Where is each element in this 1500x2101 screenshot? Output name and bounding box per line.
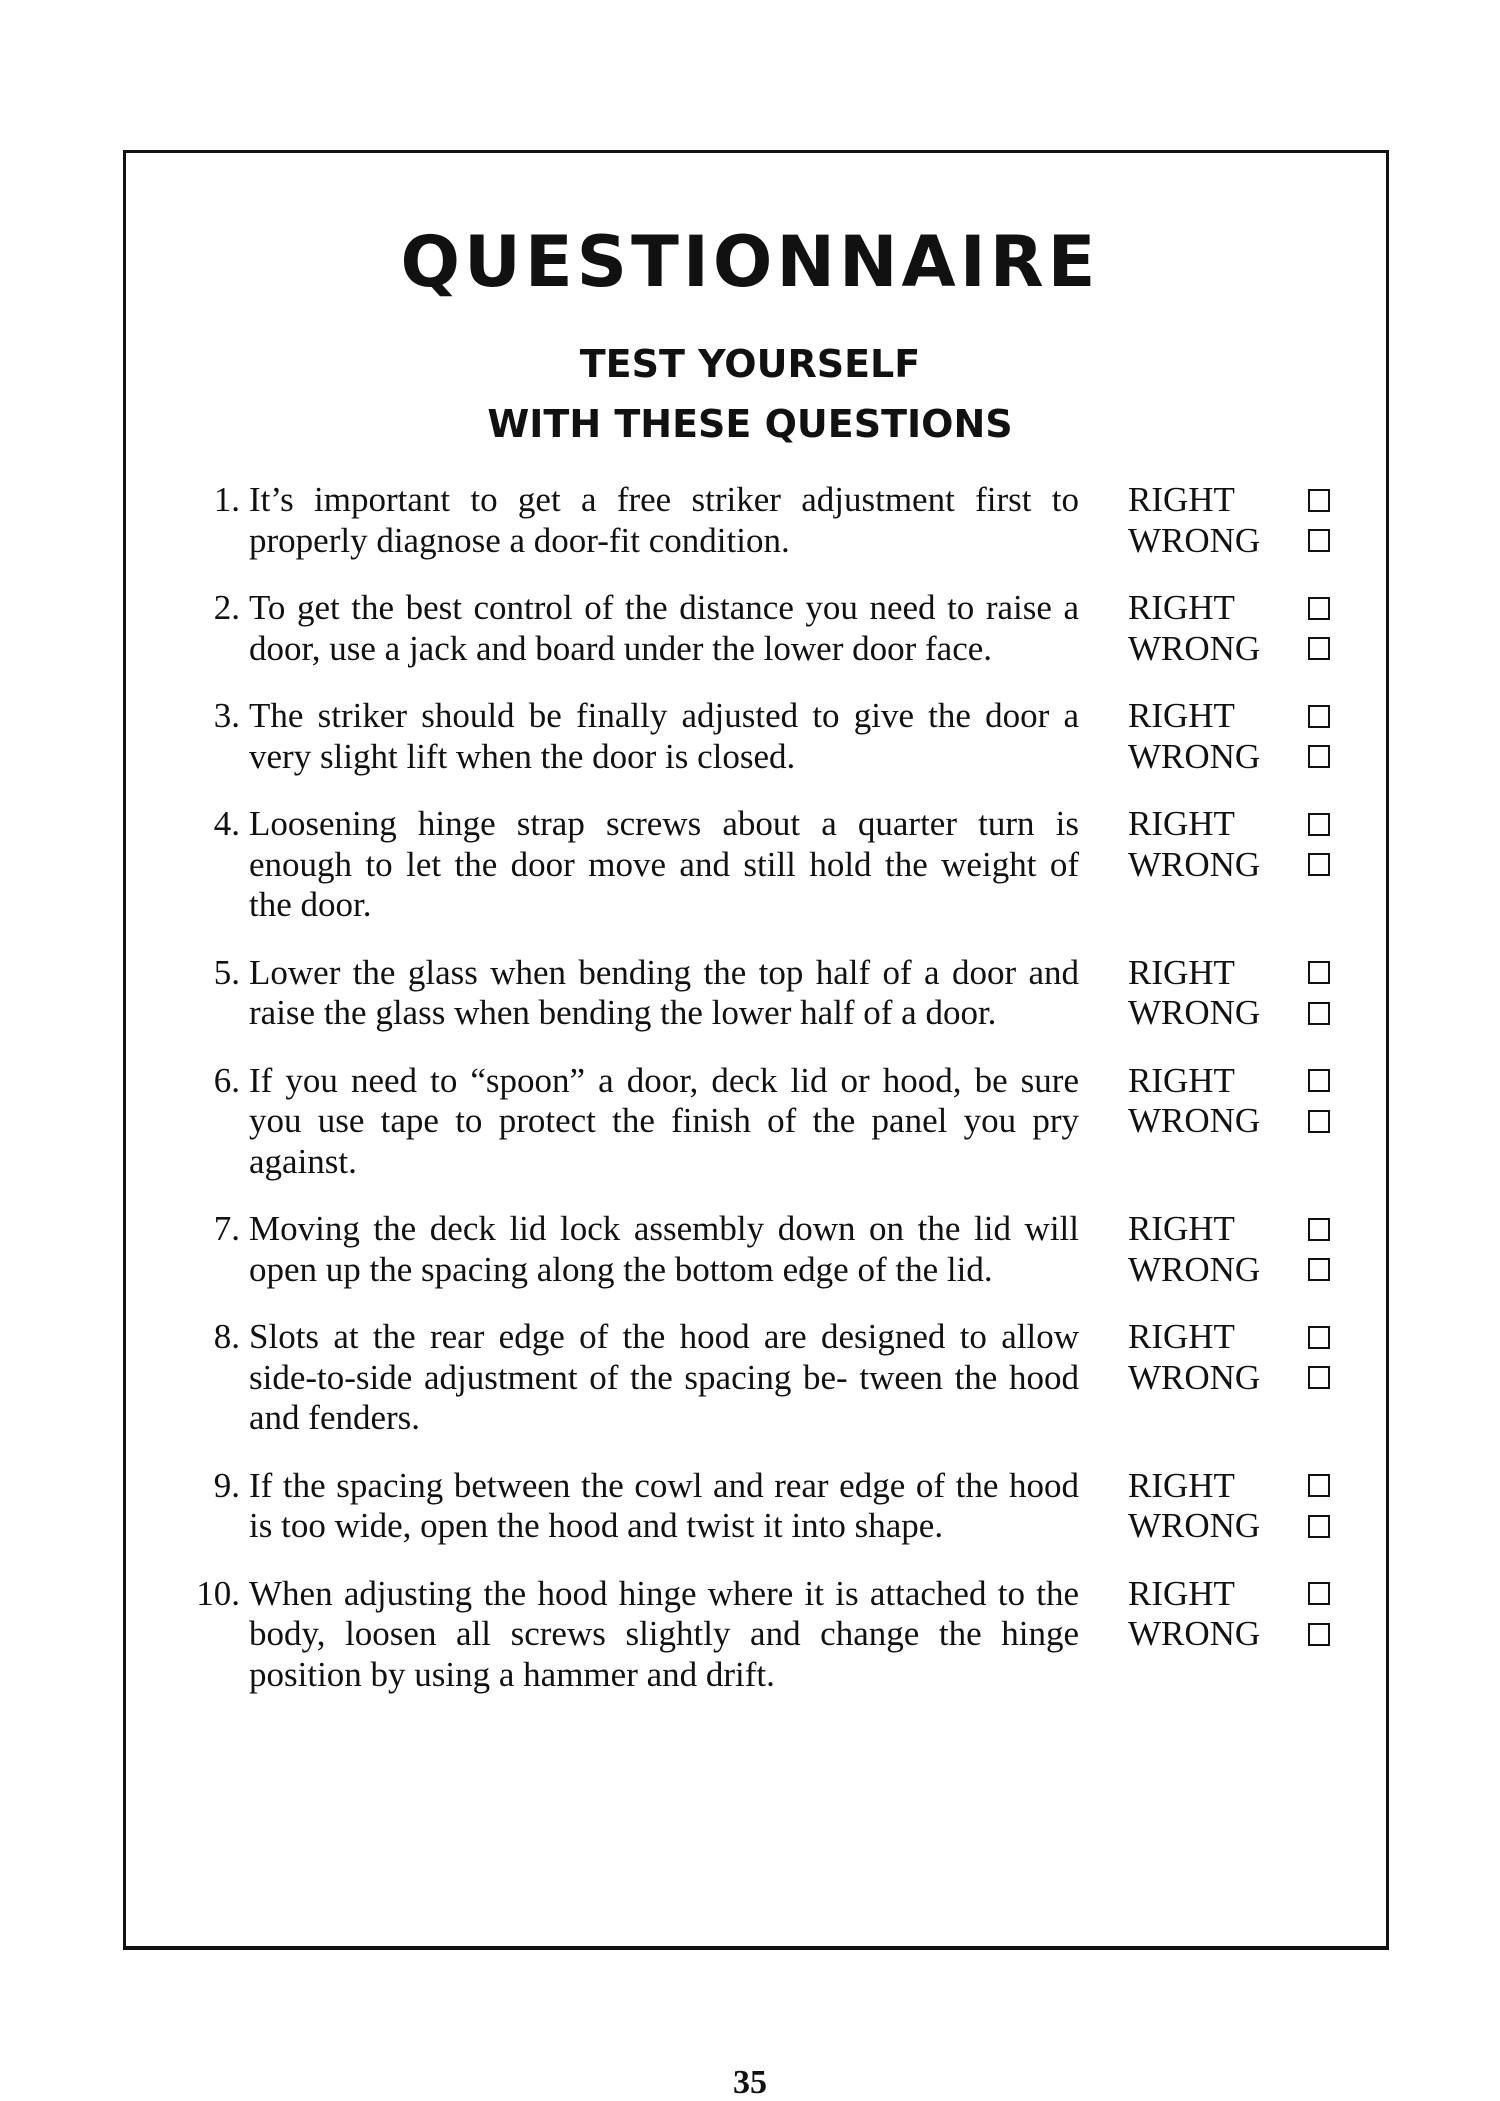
question-item [180, 804, 1350, 926]
wrong-option[interactable] [1128, 1101, 1330, 1142]
question-item [180, 953, 1350, 1034]
right-label: RIGHT [1128, 1209, 1235, 1248]
wrong-label: WRONG [1128, 1506, 1261, 1545]
wrong-checkbox[interactable] [1308, 745, 1330, 768]
right-checkbox[interactable] [1308, 597, 1330, 620]
answer-options [1128, 696, 1330, 777]
subtitle-line-2: WITH THESE QUESTIONS [487, 402, 1013, 446]
question-text: If you need to “spoon” a door, deck lid or hood, be sure you use tape to protect the finish of the panel you pry against. [249, 1060, 1079, 1181]
question-text: If the spacing between the cowl and rear edge of the hood is too wide, open the hood and twist it into shape. [249, 1465, 1079, 1545]
wrong-option[interactable] [1128, 629, 1330, 670]
question-number: 10. [196, 1573, 240, 1613]
wrong-label: WRONG [1128, 628, 1261, 668]
question-number: 5. [213, 952, 240, 992]
question-number: 9. [213, 1465, 240, 1505]
right-option[interactable] [1128, 953, 1330, 994]
right-option[interactable] [1128, 1574, 1330, 1615]
question-text: Lower the glass when bending the top half of a door and raise the glass when bending the lower half of a door. [249, 952, 1079, 1032]
wrong-option[interactable] [1128, 737, 1330, 778]
question-number: 4. [213, 804, 240, 843]
page-title: QUESTIONNAIRE [400, 221, 1100, 303]
right-label: RIGHT [1128, 1317, 1235, 1356]
wrong-label: WRONG [1128, 1249, 1261, 1289]
right-option[interactable] [1128, 480, 1330, 521]
wrong-label: WRONG [1128, 736, 1261, 776]
question-number: 6. [213, 1060, 240, 1100]
right-option[interactable] [1128, 696, 1330, 737]
question-number: 2. [213, 588, 240, 627]
wrong-checkbox[interactable] [1308, 1002, 1330, 1025]
wrong-checkbox[interactable] [1308, 1623, 1330, 1646]
right-option[interactable] [1128, 804, 1330, 845]
right-label: RIGHT [1128, 804, 1235, 843]
wrong-label: WRONG [1128, 993, 1261, 1032]
question-item [180, 588, 1350, 669]
wrong-label: WRONG [1128, 1101, 1261, 1140]
wrong-option[interactable] [1128, 521, 1330, 562]
question-number: 3. [213, 696, 240, 735]
right-checkbox[interactable] [1308, 1218, 1330, 1241]
right-checkbox[interactable] [1308, 1474, 1330, 1497]
right-option[interactable] [1128, 1061, 1330, 1102]
question-text: Loosening hinge strap screws about a quarter turn is enough to let the door move and still hold the weight of the door. [249, 804, 1079, 924]
question-item [180, 480, 1350, 561]
wrong-checkbox[interactable] [1308, 853, 1330, 876]
wrong-checkbox[interactable] [1308, 1366, 1330, 1389]
wrong-option[interactable] [1128, 1506, 1330, 1547]
answer-options [1128, 1317, 1330, 1398]
right-option[interactable] [1128, 1317, 1330, 1358]
question-text: It’s important to get a free striker adjustment first to properly diagnose a door-fit condition. [249, 480, 1079, 560]
wrong-label: WRONG [1128, 1357, 1261, 1397]
question-item [180, 1061, 1350, 1183]
right-option[interactable] [1128, 1209, 1330, 1250]
wrong-option[interactable] [1128, 1250, 1330, 1291]
question-text: To get the best control of the distance you need to raise a door, use a jack and board under the lower door face. [249, 588, 1079, 668]
right-checkbox[interactable] [1308, 813, 1330, 836]
subtitle-line-1: TEST YOURSELF [579, 342, 921, 386]
wrong-label: WRONG [1128, 844, 1261, 884]
answer-options [1128, 1209, 1330, 1290]
question-item [180, 1209, 1350, 1290]
right-checkbox[interactable] [1308, 1582, 1330, 1605]
question-number: 1. [213, 480, 240, 519]
answer-options [1128, 1061, 1330, 1142]
question-item [180, 1574, 1350, 1696]
wrong-label: WRONG [1128, 520, 1261, 560]
wrong-checkbox[interactable] [1308, 637, 1330, 660]
question-list [180, 480, 1350, 1695]
wrong-checkbox[interactable] [1308, 1110, 1330, 1133]
answer-options [1128, 588, 1330, 669]
answer-options [1128, 953, 1330, 1034]
question-number: 8. [213, 1317, 240, 1356]
wrong-option[interactable] [1128, 1614, 1330, 1655]
question-text: The striker should be finally adjusted to give the door a very slight lift when the door is closed. [249, 696, 1079, 776]
wrong-label: WRONG [1128, 1614, 1261, 1653]
page-number: 35 [733, 2064, 767, 2101]
right-label: RIGHT [1128, 1573, 1235, 1613]
question-text: Moving the deck lid lock assembly down on the lid will open up the spacing along the bottom edge of the lid. [249, 1209, 1079, 1289]
wrong-option[interactable] [1128, 845, 1330, 886]
question-text: When adjusting the hood hinge where it is attached to the body, loosen all screws slightly and change the hinge position by using a hammer and drift. [249, 1573, 1079, 1694]
right-label: RIGHT [1128, 1060, 1235, 1100]
right-checkbox[interactable] [1308, 705, 1330, 728]
right-label: RIGHT [1128, 480, 1235, 519]
right-option[interactable] [1128, 1466, 1330, 1507]
answer-options [1128, 1466, 1330, 1547]
right-label: RIGHT [1128, 588, 1235, 627]
wrong-checkbox[interactable] [1308, 529, 1330, 552]
question-item [180, 1317, 1350, 1439]
question-number: 7. [213, 1209, 240, 1248]
right-label: RIGHT [1128, 952, 1235, 992]
wrong-checkbox[interactable] [1308, 1515, 1330, 1538]
answer-options [1128, 804, 1330, 885]
right-label: RIGHT [1128, 696, 1235, 735]
wrong-checkbox[interactable] [1308, 1258, 1330, 1281]
answer-options [1128, 1574, 1330, 1655]
answer-options [1128, 480, 1330, 561]
wrong-option[interactable] [1128, 993, 1330, 1034]
question-item [180, 1466, 1350, 1547]
question-item [180, 696, 1350, 777]
right-label: RIGHT [1128, 1465, 1235, 1505]
wrong-option[interactable] [1128, 1358, 1330, 1399]
question-text: Slots at the rear edge of the hood are designed to allow side-to-side adjustment of the spacing be- tween the hood and fenders. [249, 1317, 1079, 1437]
right-checkbox[interactable] [1308, 1326, 1330, 1349]
right-checkbox[interactable] [1308, 1069, 1330, 1092]
right-checkbox[interactable] [1308, 961, 1330, 984]
right-checkbox[interactable] [1308, 489, 1330, 512]
right-option[interactable] [1128, 588, 1330, 629]
